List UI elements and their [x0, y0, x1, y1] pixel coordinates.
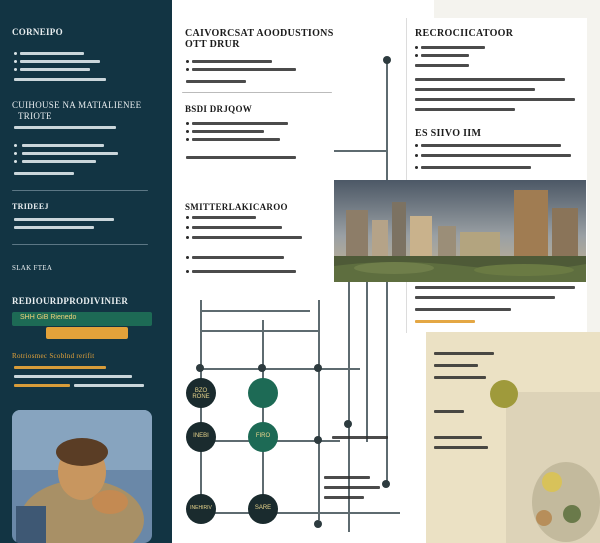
bullet	[186, 138, 189, 141]
connector-line	[200, 330, 320, 332]
text-line	[415, 320, 475, 323]
text-line	[14, 226, 94, 229]
connector-dot	[196, 364, 204, 372]
text-line	[421, 144, 561, 147]
text-line	[22, 160, 96, 163]
left-heading-2: REDIOURDPRODIVINIER	[12, 296, 129, 306]
text-line	[415, 64, 469, 67]
text-line	[415, 88, 535, 91]
text-line	[434, 376, 486, 379]
text-line	[20, 60, 100, 63]
bullet	[186, 60, 189, 63]
text-line	[192, 236, 302, 239]
text-line	[421, 154, 571, 157]
right-panel	[406, 18, 587, 333]
left-panel-title: CORNEIPO	[12, 27, 63, 37]
text-line	[192, 256, 284, 259]
text-line	[332, 436, 388, 439]
bullet	[415, 54, 418, 57]
banner-orange[interactable]	[46, 327, 128, 339]
bullet	[14, 52, 17, 55]
text-line	[22, 144, 104, 147]
connector-line	[200, 512, 400, 514]
text-line	[434, 410, 464, 413]
bullet	[415, 46, 418, 49]
connector-line	[386, 60, 388, 180]
node-label: BZO RONE	[192, 388, 210, 400]
bullet	[415, 166, 418, 169]
text-line	[421, 166, 531, 169]
text-line	[186, 80, 246, 83]
text-line	[14, 218, 114, 221]
node-circle[interactable]	[248, 494, 278, 524]
text-line	[415, 296, 555, 299]
node-circle[interactable]	[186, 422, 216, 452]
text-line	[14, 78, 106, 81]
left-panel	[0, 0, 172, 543]
bullet	[415, 154, 418, 157]
text-line	[324, 476, 370, 479]
text-line	[434, 352, 494, 355]
text-line	[324, 496, 364, 499]
node-circle[interactable]	[186, 378, 216, 408]
connector-dot	[383, 56, 391, 64]
text-line	[192, 60, 272, 63]
middle-headline-3: SMITTERLAKICAROO	[185, 202, 288, 212]
bullet	[415, 144, 418, 147]
text-line	[14, 375, 132, 378]
bullet	[14, 144, 17, 147]
text-line	[192, 270, 296, 273]
connector-dot	[382, 480, 390, 488]
text-line	[14, 366, 106, 369]
bullet	[14, 152, 17, 155]
text-line	[434, 446, 488, 449]
text-line	[20, 52, 84, 55]
bullet	[186, 270, 189, 273]
left-heading-1: CUIHOUSE NA MATIALIENEE	[12, 100, 142, 110]
bullet	[14, 60, 17, 63]
right-panel-headline: ES SIIVO IIM	[415, 128, 482, 139]
text-line	[421, 54, 469, 57]
middle-headline-1b: OTT DRUR	[185, 39, 240, 50]
connector-line	[262, 320, 264, 512]
text-line	[415, 286, 575, 289]
divider	[12, 244, 148, 245]
node-label: INEBI	[193, 433, 209, 439]
bullet	[186, 256, 189, 259]
text-line	[415, 108, 515, 111]
banner-link: SHH GiB Rienedo	[20, 314, 77, 321]
text-line	[186, 156, 296, 159]
middle-headline-2: BSDI DRJQOW	[185, 104, 253, 114]
text-line	[192, 68, 296, 71]
bullet	[186, 216, 189, 219]
bullet	[186, 130, 189, 133]
bullet	[186, 236, 189, 239]
bullet	[186, 68, 189, 71]
text-line	[434, 364, 478, 367]
connector-line	[348, 282, 350, 532]
right-panel-title: RECROCIICATOOR	[415, 28, 514, 39]
text-line	[14, 126, 116, 129]
connector-line	[334, 150, 386, 152]
city-skyline-photo	[334, 180, 586, 282]
text-line	[415, 308, 511, 311]
connector-line	[200, 368, 360, 370]
left-footer-text: Rotriosmec Scoblnd rerifit	[12, 352, 95, 360]
node-circle[interactable]	[186, 494, 216, 524]
bullet	[14, 160, 17, 163]
text-line	[324, 486, 380, 489]
text-line	[20, 68, 90, 71]
node-circle[interactable]	[248, 378, 278, 408]
middle-headline-1: CAIVORCSAT AOODUSTIONS	[185, 28, 334, 39]
bullet	[14, 68, 17, 71]
text-line	[192, 216, 256, 219]
node-label: INEHIRIV	[190, 505, 212, 511]
left-small-label: SLAK FTEA	[12, 264, 53, 272]
text-line	[415, 98, 575, 101]
connector-line	[318, 300, 320, 520]
bullet	[186, 226, 189, 229]
text-line	[74, 384, 144, 387]
text-line	[415, 78, 565, 81]
text-line	[14, 172, 74, 175]
wall-photo	[426, 332, 600, 543]
text-line	[192, 138, 280, 141]
connector-line	[366, 282, 368, 442]
portrait-photo	[12, 410, 152, 543]
banner-green[interactable]	[12, 312, 152, 326]
connector-dot	[258, 364, 266, 372]
node-label: SARE	[254, 505, 272, 511]
connector-dot	[314, 520, 322, 528]
divider	[12, 190, 148, 191]
connector-line	[200, 310, 310, 312]
left-mid-label: TRIDEEJ	[12, 202, 49, 211]
node-circle[interactable]	[248, 422, 278, 452]
connector-dot	[314, 364, 322, 372]
node-label: FIRO	[255, 433, 271, 439]
text-line	[192, 226, 282, 229]
text-line	[192, 122, 288, 125]
bullet	[186, 122, 189, 125]
text-line	[434, 436, 482, 439]
connector-line	[386, 282, 388, 482]
text-line	[14, 384, 70, 387]
connector-dot	[344, 420, 352, 428]
text-line	[22, 152, 118, 155]
divider	[182, 92, 332, 93]
text-line	[421, 46, 485, 49]
left-heading-1b: TRIOTE	[18, 111, 52, 121]
text-line	[192, 130, 264, 133]
connector-dot	[314, 436, 322, 444]
